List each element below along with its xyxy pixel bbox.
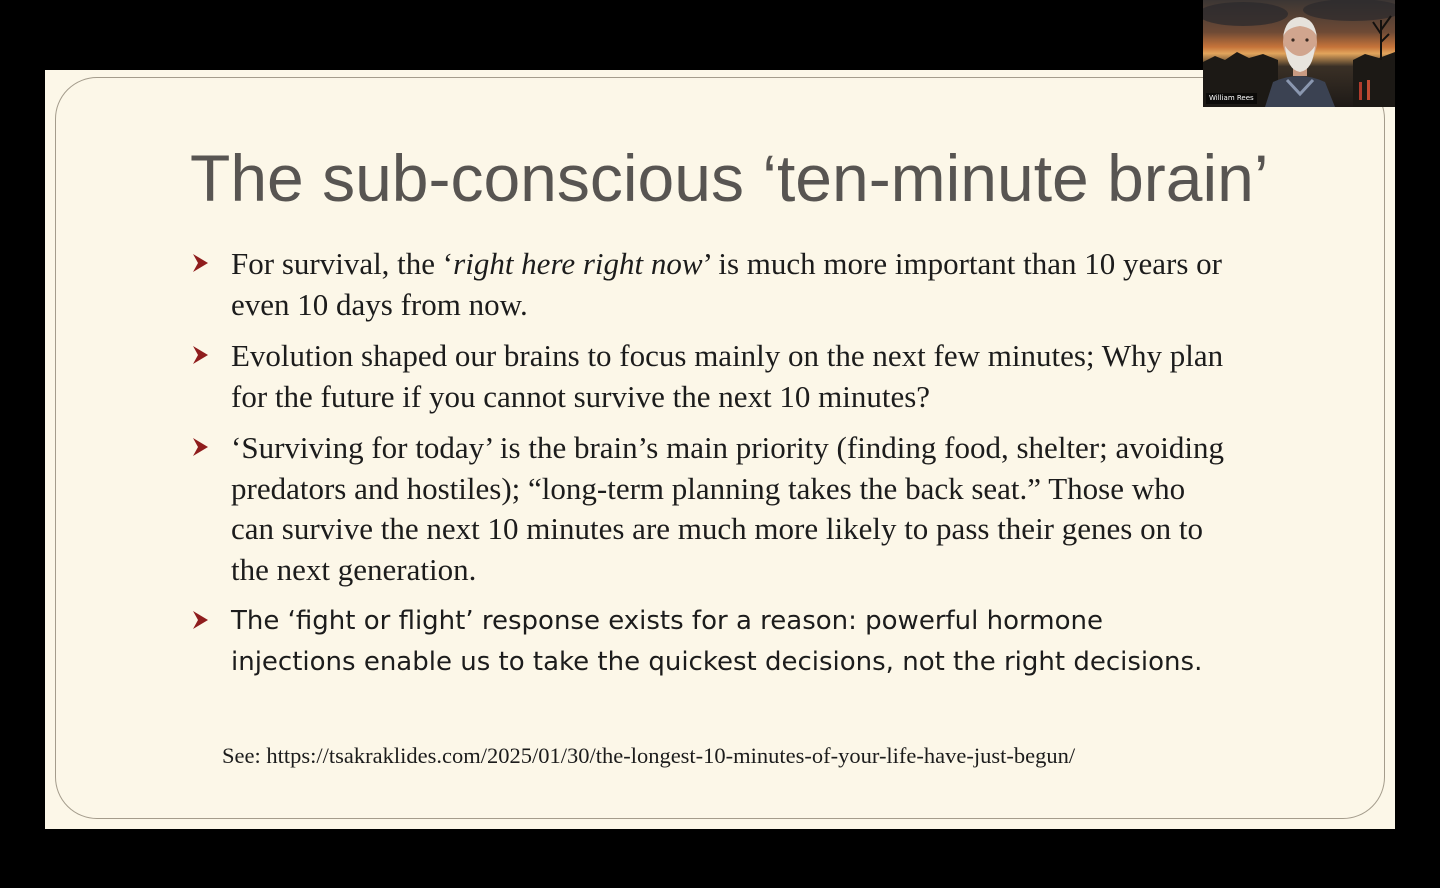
bullet-1-text-end: ’ is much more important than 10 years or even 10 days from now.	[231, 246, 1222, 322]
bullet-text-3: ‘Surviving for today’ is the brain’s main priority (finding food, shelter; avoiding predators and hostiles); “long-term planning takes the back seat.” Those who can survive the next 10 minutes are much more likely to pass their genes on to the next generation.	[231, 430, 1224, 587]
bullet-text-4: The ‘fight or flight’ response exists for a reason: powerful hormone injections enable us to take the quickest decisions, not the right decisions.	[231, 606, 1203, 677]
arrowhead-bullet-icon	[193, 611, 208, 629]
bullet-1-text-start: For survival, the ‘	[231, 246, 454, 281]
arrowhead-bullet-icon	[193, 346, 208, 364]
bullet-text-2: Evolution shaped our brains to focus mainly on the next few minutes; Why plan for the future if you cannot survive the next 10 minutes?	[231, 338, 1224, 414]
arrowhead-bullet-icon	[193, 254, 208, 272]
bullet-item-3	[185, 428, 1225, 590]
presentation-slide	[45, 70, 1395, 829]
participant-name-label: William Rees	[1206, 93, 1257, 104]
bullet-text-1	[231, 244, 1225, 325]
participant-video-thumbnail[interactable]	[1203, 0, 1395, 107]
slide-title: The sub-conscious ‘ten-minute brain’	[190, 141, 1269, 215]
reference-link-text: See: https://tsakraklides.com/2025/01/30/the-longest-10-minutes-of-your-life-have-just-begun/	[222, 743, 1076, 768]
arrowhead-bullet-icon	[193, 438, 208, 456]
bullet-item-4	[185, 601, 1225, 682]
bullet-1-emphasis: right here right now	[453, 246, 703, 281]
bullet-item-2	[185, 336, 1225, 417]
webcam-scene	[1203, 0, 1395, 107]
bullet-list	[185, 244, 1225, 693]
bullet-item-1	[185, 244, 1225, 325]
